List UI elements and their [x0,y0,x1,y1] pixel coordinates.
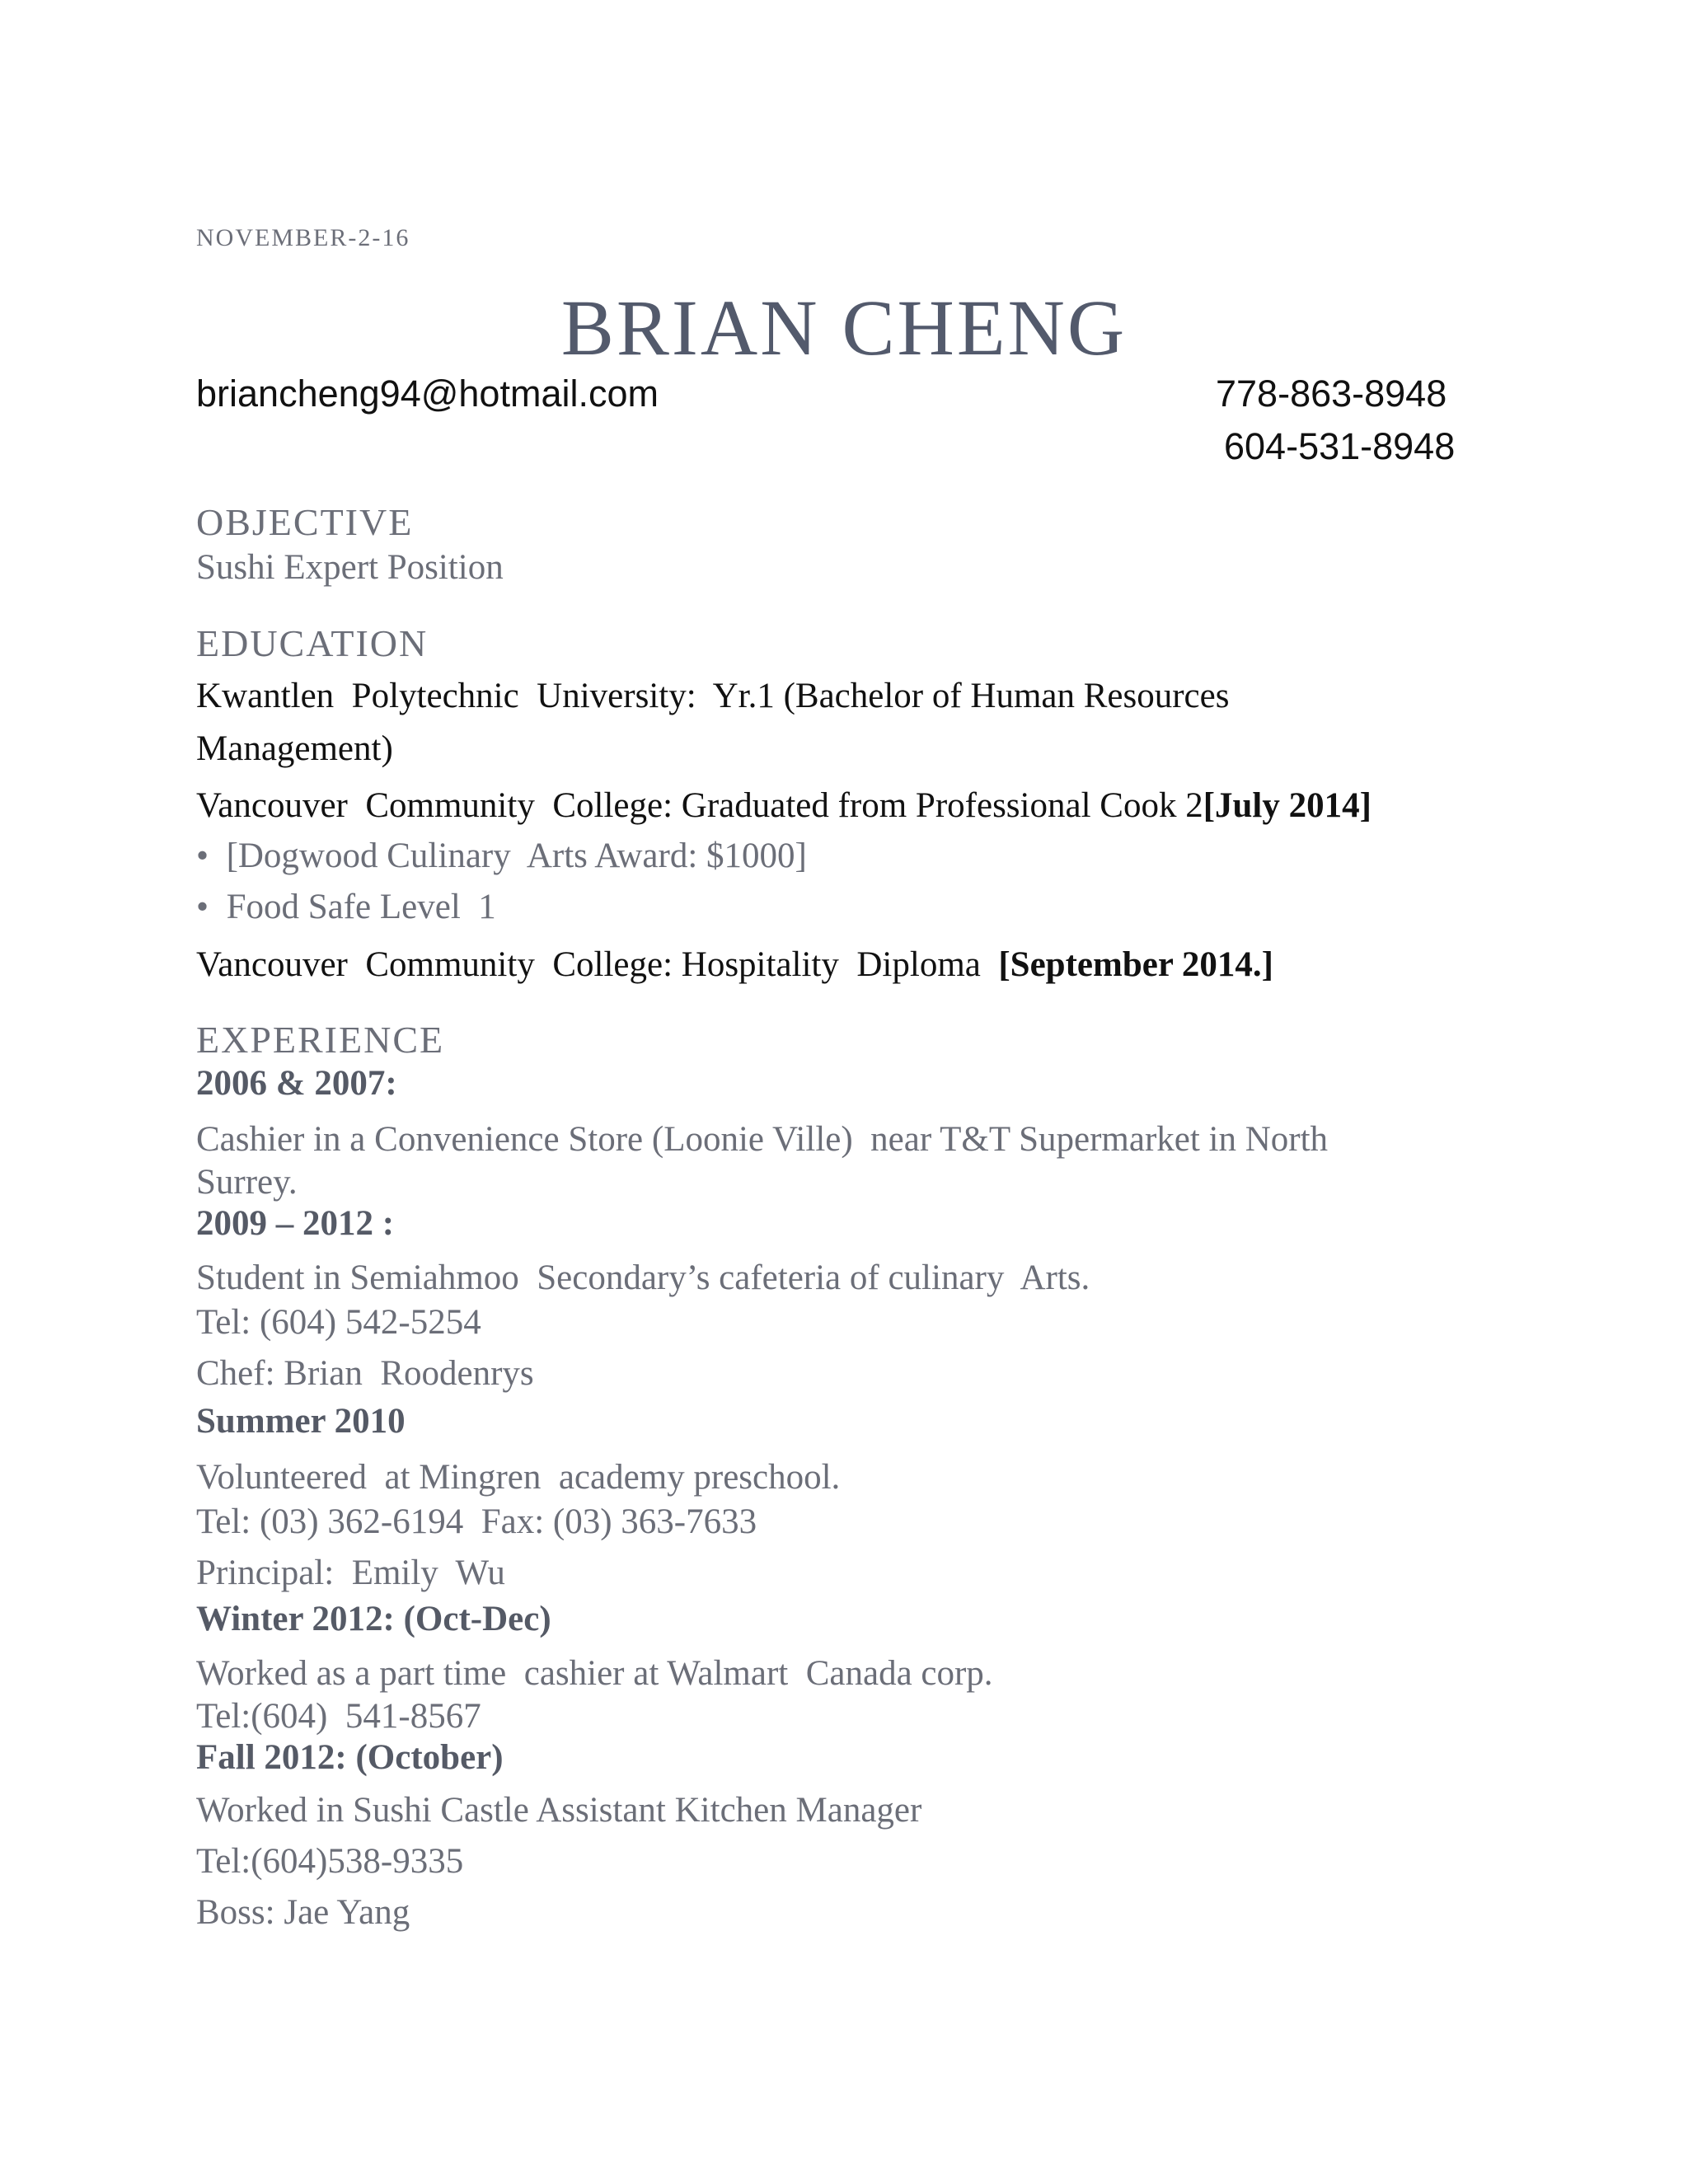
experience-detail: Worked in Sushi Castle Assistant Kitchen Manager [196,1791,922,1830]
education-kpu-line1: Kwantlen Polytechnic University: Yr.1 (Bachelor of Human Resources [196,677,1230,715]
applicant-name: BRIAN CHENG [560,284,1128,372]
foodsafe-text: Food Safe Level 1 [226,888,496,926]
experience-detail: Chef: Brian Roodenrys [196,1354,534,1393]
education-vcc-cook-line [196,785,1372,826]
experience-detail: Boss: Jae Yang [196,1893,410,1932]
experience-period: Fall 2012: (October) [196,1738,504,1777]
experience-detail: Cashier in a Convenience Store (Loonie Ville) near T&T Supermarket in North [196,1120,1329,1159]
experience-detail: Student in Semiahmoo Secondary’s cafeteria of culinary Arts. [196,1258,1090,1297]
resume-date: NOVEMBER-2-16 [196,224,410,251]
education-vcc-hospitality-line [196,944,1273,985]
experience-detail: Tel: (604) 542-5254 [196,1303,481,1342]
phone-number-primary: 778-863-8948 [1216,373,1447,415]
bullet-icon: • [196,888,227,926]
objective-text: Sushi Expert Position [196,548,504,587]
experience-detail: Worked as a part time cashier at Walmart Canada corp. [196,1654,993,1693]
experience-period: 2006 & 2007: [196,1064,397,1103]
experience-period: Summer 2010 [196,1402,406,1441]
email-address: briancheng94@hotmail.com [196,373,659,415]
education-bullet-award [196,836,807,876]
objective-heading: OBJECTIVE [196,501,414,543]
experience-detail: Surrey. [196,1163,298,1202]
experience-detail: Tel:(604)538-9335 [196,1842,464,1881]
vcc-hospitality-date: [September 2014.] [998,945,1273,984]
experience-detail: Volunteered at Mingren academy preschool. [196,1458,841,1497]
phone-number-secondary: 604-531-8948 [1224,425,1456,467]
experience-heading: EXPERIENCE [196,1019,445,1061]
bullet-icon: • [196,837,227,875]
education-kpu-line2: Management) [196,729,393,768]
experience-period: 2009 – 2012 : [196,1204,395,1243]
experience-detail: Tel: (03) 362-6194 Fax: (03) 363-7633 [196,1502,757,1541]
experience-period: Winter 2012: (Oct-Dec) [196,1600,551,1638]
vcc-cook-text: Vancouver Community College: Graduated from Professional Cook 2 [196,786,1203,825]
award-text: [Dogwood Culinary Arts Award: $1000] [226,837,807,875]
education-bullet-foodsafe [196,887,496,927]
experience-detail: Principal: Emily Wu [196,1554,505,1592]
vcc-hospitality-text: Vancouver Community College: Hospitality Diploma [196,945,999,984]
vcc-cook-date: [July 2014] [1203,786,1372,825]
education-heading: EDUCATION [196,622,429,664]
experience-detail: Tel:(604) 541-8567 [196,1697,481,1736]
